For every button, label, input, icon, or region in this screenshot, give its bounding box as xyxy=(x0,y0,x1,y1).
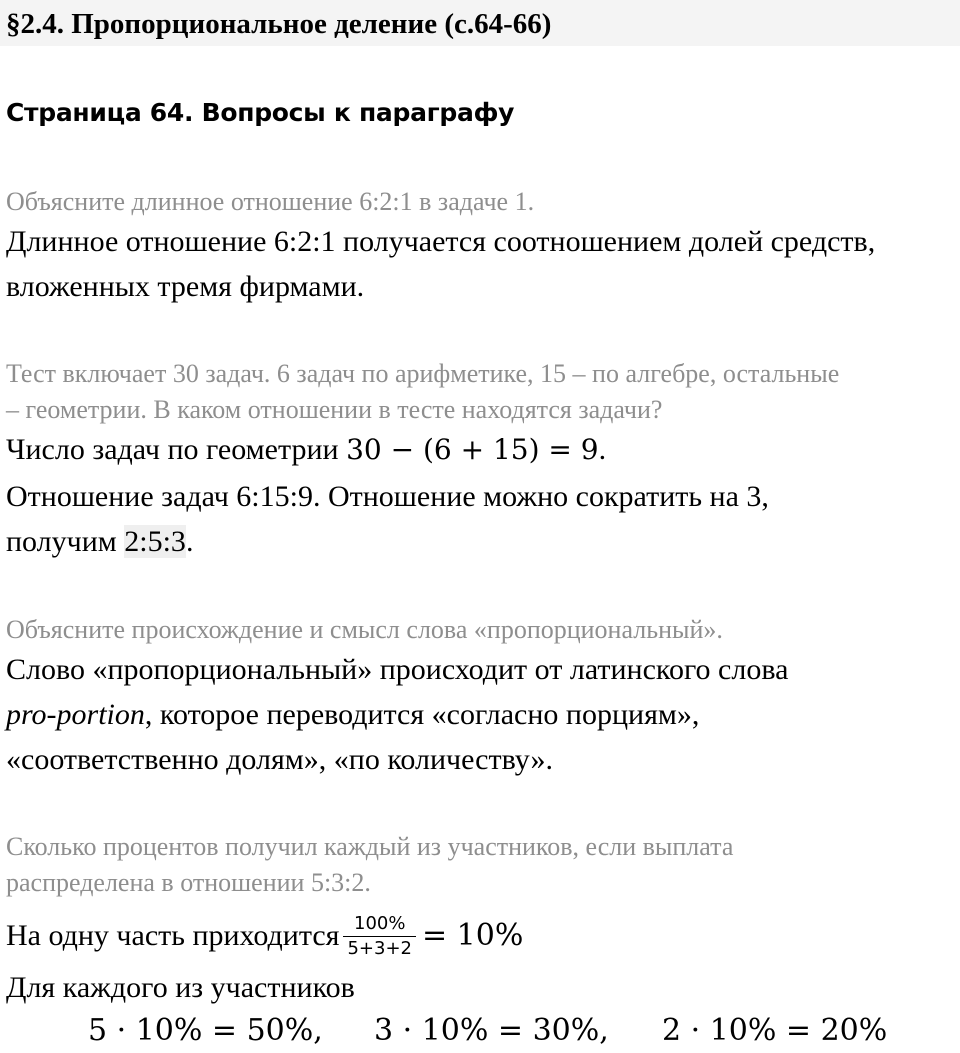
answer-1-line-2: вложенных тремя фирмами. xyxy=(6,270,365,303)
answer-3-line-2 xyxy=(6,693,699,737)
geometry-count-equation: 30 − (6 + 15) = 9 xyxy=(346,433,599,466)
result-participant-2: 3 · 10% = 30%, xyxy=(374,1013,609,1048)
question-3: Объясните происхождение и смысл слова «пропорциональный». xyxy=(6,615,723,644)
fraction-result: = 10% xyxy=(422,918,524,954)
answer-2-line-3 xyxy=(6,520,193,564)
answer-2-line-3-end: . xyxy=(185,525,194,558)
answer-3-line-2-rest: , которое переводится «согласно порциям», xyxy=(144,698,700,731)
section-title: §2.4. Пропорциональное деление (с.64-66) xyxy=(6,8,552,40)
answer-3-line-3: «соответственно долям», «по количеству». xyxy=(6,743,553,776)
question-4-line-2: распределена в отношении 5:3:2. xyxy=(6,868,371,897)
result-participant-1: 5 · 10% = 50%, xyxy=(88,1013,323,1048)
question-4-line-1: Сколько процентов получил каждый из участников, если выплата xyxy=(6,832,734,861)
share-fraction xyxy=(343,914,416,959)
answer-2-line-3-text: получим xyxy=(6,525,117,558)
question-1: Объясните длинное отношение 6:2:1 в задаче 1. xyxy=(6,187,535,216)
answer-4-line-2: Для каждого из участников xyxy=(6,971,355,1004)
answer-2-line-1-text: Число задач по геометрии xyxy=(6,433,339,466)
answer-2-line-1 xyxy=(6,428,606,472)
answer-4-line-1-text: На одну часть приходится xyxy=(6,919,340,953)
answer-4-line-1 xyxy=(6,906,523,964)
answer-2-line-2: Отношение задач 6:15:9. Отношение можно сократить на 3, xyxy=(6,480,769,513)
question-2-line-2: – геометрии. В каком отношении в тесте находятся задачи? xyxy=(6,395,663,424)
fraction-numerator: 100% xyxy=(343,914,416,937)
question-2-line-1: Тест включает 30 задач. 6 задач по арифметике, 15 – по алгебре, остальные xyxy=(6,359,840,388)
result-participant-3: 2 · 10% = 20% xyxy=(662,1013,888,1048)
answer-3-line-1: Слово «пропорциональный» происходит от латинского слова xyxy=(6,653,789,686)
reduced-ratio: 2:5:3 xyxy=(124,525,186,558)
fraction-denominator: 5+3+2 xyxy=(347,937,412,959)
latin-word: pro-portion xyxy=(6,698,145,731)
answer-2-line-1-end: . xyxy=(598,433,607,466)
answer-1-line-1: Длинное отношение 6:2:1 получается соотношением долей средств, xyxy=(6,225,876,258)
page-heading: Страница 64. Вопросы к параграфу xyxy=(6,98,515,127)
